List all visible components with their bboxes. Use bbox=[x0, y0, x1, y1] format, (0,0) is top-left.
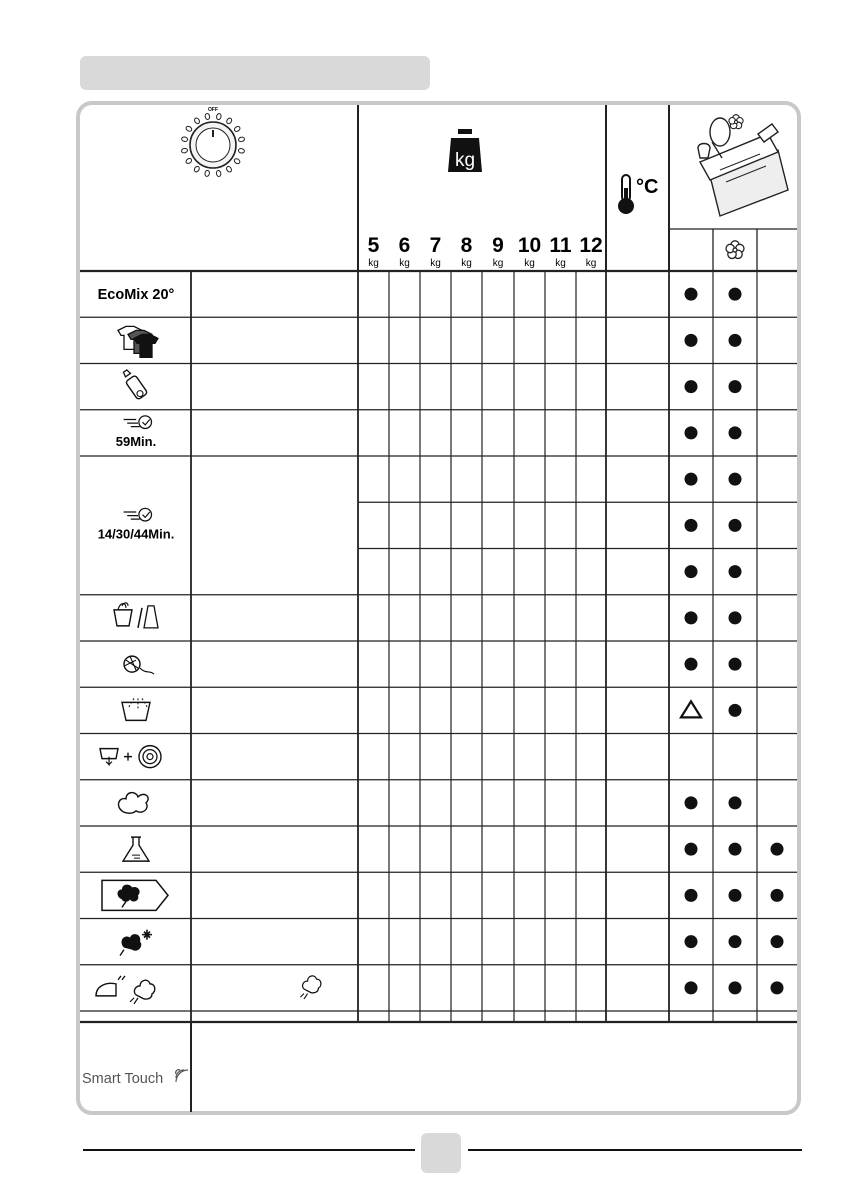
page-number-tab bbox=[421, 1133, 461, 1173]
stain-icon bbox=[120, 930, 152, 956]
detergent-mark-dot bbox=[729, 288, 742, 301]
detergent-mark-dot bbox=[729, 981, 742, 994]
detergent-mark-dot bbox=[729, 843, 742, 856]
capacity-value: 12 bbox=[579, 234, 603, 257]
hygiene-flask-icon bbox=[123, 837, 149, 861]
detergent-mark-dot bbox=[771, 889, 784, 902]
detergent-mark-dot bbox=[729, 334, 742, 347]
smart-touch-label: Smart Touch bbox=[82, 1071, 164, 1087]
detergent-mark-dot bbox=[729, 889, 742, 902]
steam-puff-icon bbox=[300, 976, 321, 999]
detergent-mark-dot bbox=[771, 843, 784, 856]
softener-compartment-icon bbox=[726, 241, 744, 259]
detergent-mark-dot bbox=[771, 981, 784, 994]
detergent-mark-dot bbox=[729, 704, 742, 717]
detergent-mark-dot bbox=[729, 796, 742, 809]
weight-icon-label: kg bbox=[454, 150, 476, 171]
detergent-drawer-icon bbox=[698, 115, 788, 216]
capacity-unit: kg bbox=[430, 258, 441, 269]
detergent-mark-dot bbox=[685, 796, 698, 809]
mixed-colours-icon bbox=[118, 326, 158, 357]
detergent-mark-dot bbox=[729, 658, 742, 671]
capacity-value: 7 bbox=[429, 234, 442, 257]
temperature-unit: °C bbox=[636, 176, 659, 198]
detergent-mark-dot bbox=[685, 473, 698, 486]
rinse-icon bbox=[122, 698, 150, 720]
baby-bottle-icon bbox=[123, 369, 148, 400]
detergent-mark-dot bbox=[729, 473, 742, 486]
rapid-59-icon bbox=[116, 416, 156, 449]
detergent-mark-triangle bbox=[681, 701, 701, 717]
detergent-mark-dot bbox=[685, 288, 698, 301]
rapid-14-30-44-icon bbox=[98, 508, 175, 541]
nfc-signal-icon bbox=[176, 1070, 188, 1082]
detergent-mark-dot bbox=[685, 889, 698, 902]
refresh-icon bbox=[119, 793, 149, 814]
weight-icon bbox=[448, 129, 482, 172]
program-label: EcoMix 20° bbox=[97, 287, 175, 304]
capacity-value: 9 bbox=[492, 234, 504, 257]
detergent-mark-dot bbox=[685, 565, 698, 578]
capacity-unit: kg bbox=[524, 258, 535, 269]
detergent-mark-dot bbox=[685, 611, 698, 624]
program-label: 59Min. bbox=[115, 433, 157, 449]
detergent-mark-dot bbox=[685, 334, 698, 347]
steam-iron-icon bbox=[96, 976, 155, 1004]
capacity-value: 5 bbox=[367, 234, 380, 257]
capacity-value: 11 bbox=[549, 234, 572, 257]
capacity-value: 6 bbox=[398, 234, 411, 257]
drain-spin-icon bbox=[100, 746, 161, 768]
detergent-mark-dot bbox=[729, 565, 742, 578]
capacity-unit: kg bbox=[461, 258, 472, 269]
detergent-mark-dot bbox=[685, 658, 698, 671]
capacity-unit: kg bbox=[555, 258, 566, 269]
capacity-unit: kg bbox=[492, 258, 504, 269]
wool-icon bbox=[124, 656, 154, 674]
capacity-unit: kg bbox=[399, 258, 410, 269]
detergent-mark-dot bbox=[685, 935, 698, 948]
cotton-eco-icon bbox=[102, 880, 168, 910]
capacity-value: 10 bbox=[517, 234, 542, 257]
handwash-delicates-icon bbox=[114, 603, 158, 628]
dial-off-label: OFF bbox=[208, 107, 218, 113]
capacity-unit: kg bbox=[585, 258, 597, 269]
detergent-mark-dot bbox=[729, 426, 742, 439]
footer-rule-right bbox=[468, 1149, 802, 1151]
footer-rule-left bbox=[83, 1149, 415, 1151]
detergent-mark-dot bbox=[729, 611, 742, 624]
detergent-mark-dot bbox=[729, 519, 742, 532]
detergent-mark-dot bbox=[729, 380, 742, 393]
ecomix-text bbox=[98, 287, 175, 303]
detergent-mark-dot bbox=[685, 981, 698, 994]
capacity-unit: kg bbox=[368, 258, 379, 269]
capacity-value: 8 bbox=[460, 234, 473, 257]
program-dial-icon bbox=[181, 107, 245, 177]
detergent-mark-dot bbox=[771, 935, 784, 948]
detergent-mark-dot bbox=[685, 519, 698, 532]
detergent-mark-dot bbox=[685, 380, 698, 393]
detergent-mark-dot bbox=[685, 426, 698, 439]
thermometer-icon bbox=[618, 175, 634, 214]
detergent-mark-dot bbox=[729, 935, 742, 948]
detergent-mark-dot bbox=[685, 843, 698, 856]
program-label: 14/30/44Min. bbox=[97, 526, 175, 542]
